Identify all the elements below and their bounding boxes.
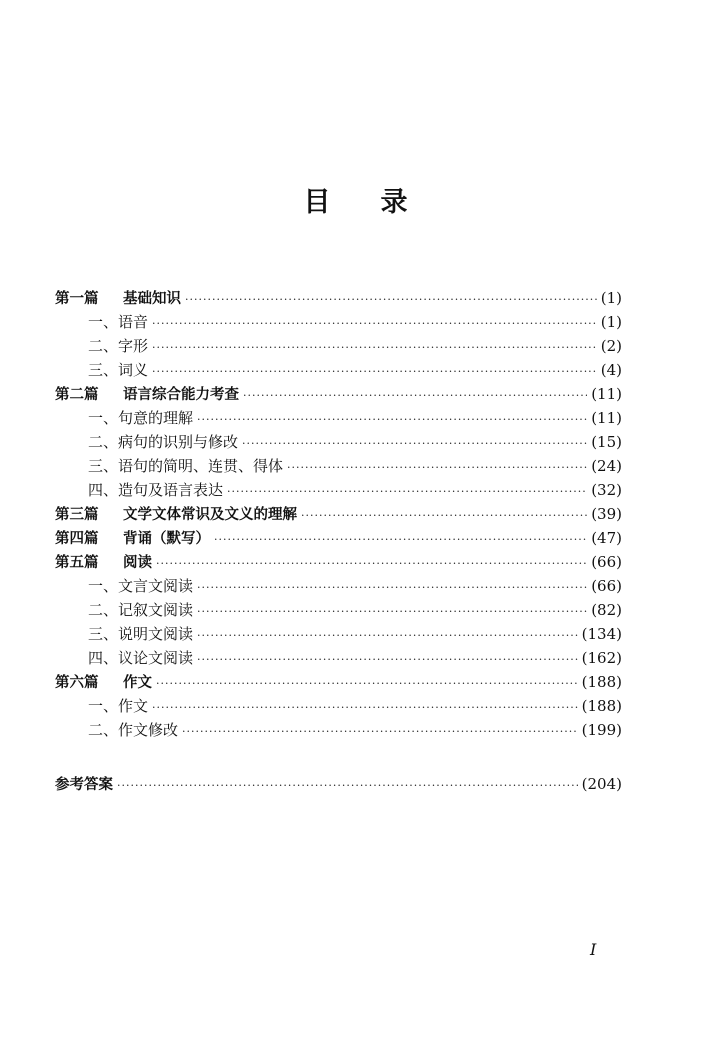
page-title [0, 180, 713, 219]
page-number: (11) [591, 385, 622, 403]
entry-title: 阅读 [123, 555, 152, 571]
toc-entry[interactable] [55, 718, 622, 742]
dot-leader [197, 600, 587, 624]
toc-entry[interactable] [55, 478, 622, 502]
toc-entry[interactable] [55, 670, 622, 694]
page-folio: I [590, 940, 597, 959]
page-number: (1) [600, 289, 622, 307]
entry-title: 二、记叙文阅读 [88, 601, 194, 619]
dot-leader [182, 720, 578, 744]
entry-title: 参考答案 [55, 777, 113, 793]
entry-title: 一、作文 [88, 697, 149, 715]
toc-entry[interactable] [55, 598, 622, 622]
dot-leader [214, 528, 587, 552]
page-number: (47) [591, 529, 622, 547]
entry-title: 三、词义 [88, 361, 149, 379]
entry-title: 语言综合能力考查 [123, 387, 239, 403]
toc-entry[interactable] [55, 622, 622, 646]
page-number: (162) [581, 649, 622, 667]
page-number: (188) [581, 697, 622, 715]
page-number: (1) [600, 313, 622, 331]
dot-leader [243, 384, 587, 408]
dot-leader [152, 312, 597, 336]
page-number: (199) [581, 721, 622, 739]
entry-title: 作文 [123, 675, 152, 691]
toc-entry[interactable] [55, 502, 622, 526]
toc-entry[interactable] [55, 358, 622, 382]
dot-leader [197, 624, 578, 648]
page-number: (39) [591, 505, 622, 523]
toc-entry[interactable] [55, 454, 622, 478]
dot-leader [242, 432, 587, 456]
page-number: (188) [581, 673, 622, 691]
entry-title: 一、语音 [88, 313, 149, 331]
page-number: (134) [581, 625, 622, 643]
page-number: (15) [591, 433, 622, 451]
toc-entry[interactable] [55, 646, 622, 670]
entry-title: 基础知识 [123, 291, 181, 307]
part-number: 第二篇 [55, 387, 99, 403]
dot-leader [185, 288, 597, 312]
dot-leader [197, 408, 587, 432]
page-number: (2) [600, 337, 622, 355]
dot-leader [287, 456, 587, 480]
dot-leader [117, 774, 578, 798]
title-char-1: 目 [303, 187, 333, 218]
entry-title: 三、语句的简明、连贯、得体 [88, 457, 284, 475]
dot-leader [156, 552, 587, 576]
dot-leader [301, 504, 587, 528]
part-number: 第一篇 [55, 291, 99, 307]
toc-entry[interactable] [55, 382, 622, 406]
entry-title: 二、字形 [88, 337, 149, 355]
toc-entry[interactable] [55, 550, 622, 574]
toc-entry[interactable] [55, 574, 622, 598]
entry-title: 背诵（默写） [123, 531, 210, 547]
dot-leader [152, 360, 597, 384]
dot-leader [197, 648, 578, 672]
dot-leader [227, 480, 587, 504]
part-number: 第四篇 [55, 531, 99, 547]
part-number: 第五篇 [55, 555, 99, 571]
page-number: (66) [591, 553, 622, 571]
entry-title: 四、议论文阅读 [88, 649, 194, 667]
entry-title: 一、文言文阅读 [88, 577, 194, 595]
dot-leader [197, 576, 587, 600]
part-number: 第三篇 [55, 507, 99, 523]
dot-leader [152, 336, 597, 360]
page-number: (204) [581, 775, 622, 793]
entry-title: 二、病句的识别与修改 [88, 433, 239, 451]
toc-entry[interactable] [55, 694, 622, 718]
entry-title: 三、说明文阅读 [88, 625, 194, 643]
toc-entry[interactable] [55, 526, 622, 550]
toc-entry[interactable] [55, 406, 622, 430]
toc-entry[interactable] [55, 334, 622, 358]
part-number: 第六篇 [55, 675, 99, 691]
table-of-contents [55, 286, 622, 796]
page-number: (32) [591, 481, 622, 499]
toc-entry[interactable] [55, 286, 622, 310]
page-number: (82) [591, 601, 622, 619]
entry-title: 文学文体常识及文义的理解 [123, 507, 297, 523]
dot-leader [156, 672, 578, 696]
entry-title: 一、句意的理解 [88, 409, 194, 427]
page-number: (11) [591, 409, 622, 427]
page-number: (4) [600, 361, 622, 379]
toc-entry[interactable] [55, 310, 622, 334]
page-number: (24) [591, 457, 622, 475]
entry-title: 二、作文修改 [88, 721, 179, 739]
toc-entry[interactable] [55, 430, 622, 454]
dot-leader [152, 696, 578, 720]
entry-title: 四、造句及语言表达 [88, 481, 224, 499]
toc-entry[interactable] [55, 772, 622, 796]
title-char-2: 录 [380, 187, 410, 218]
page-number: (66) [591, 577, 622, 595]
